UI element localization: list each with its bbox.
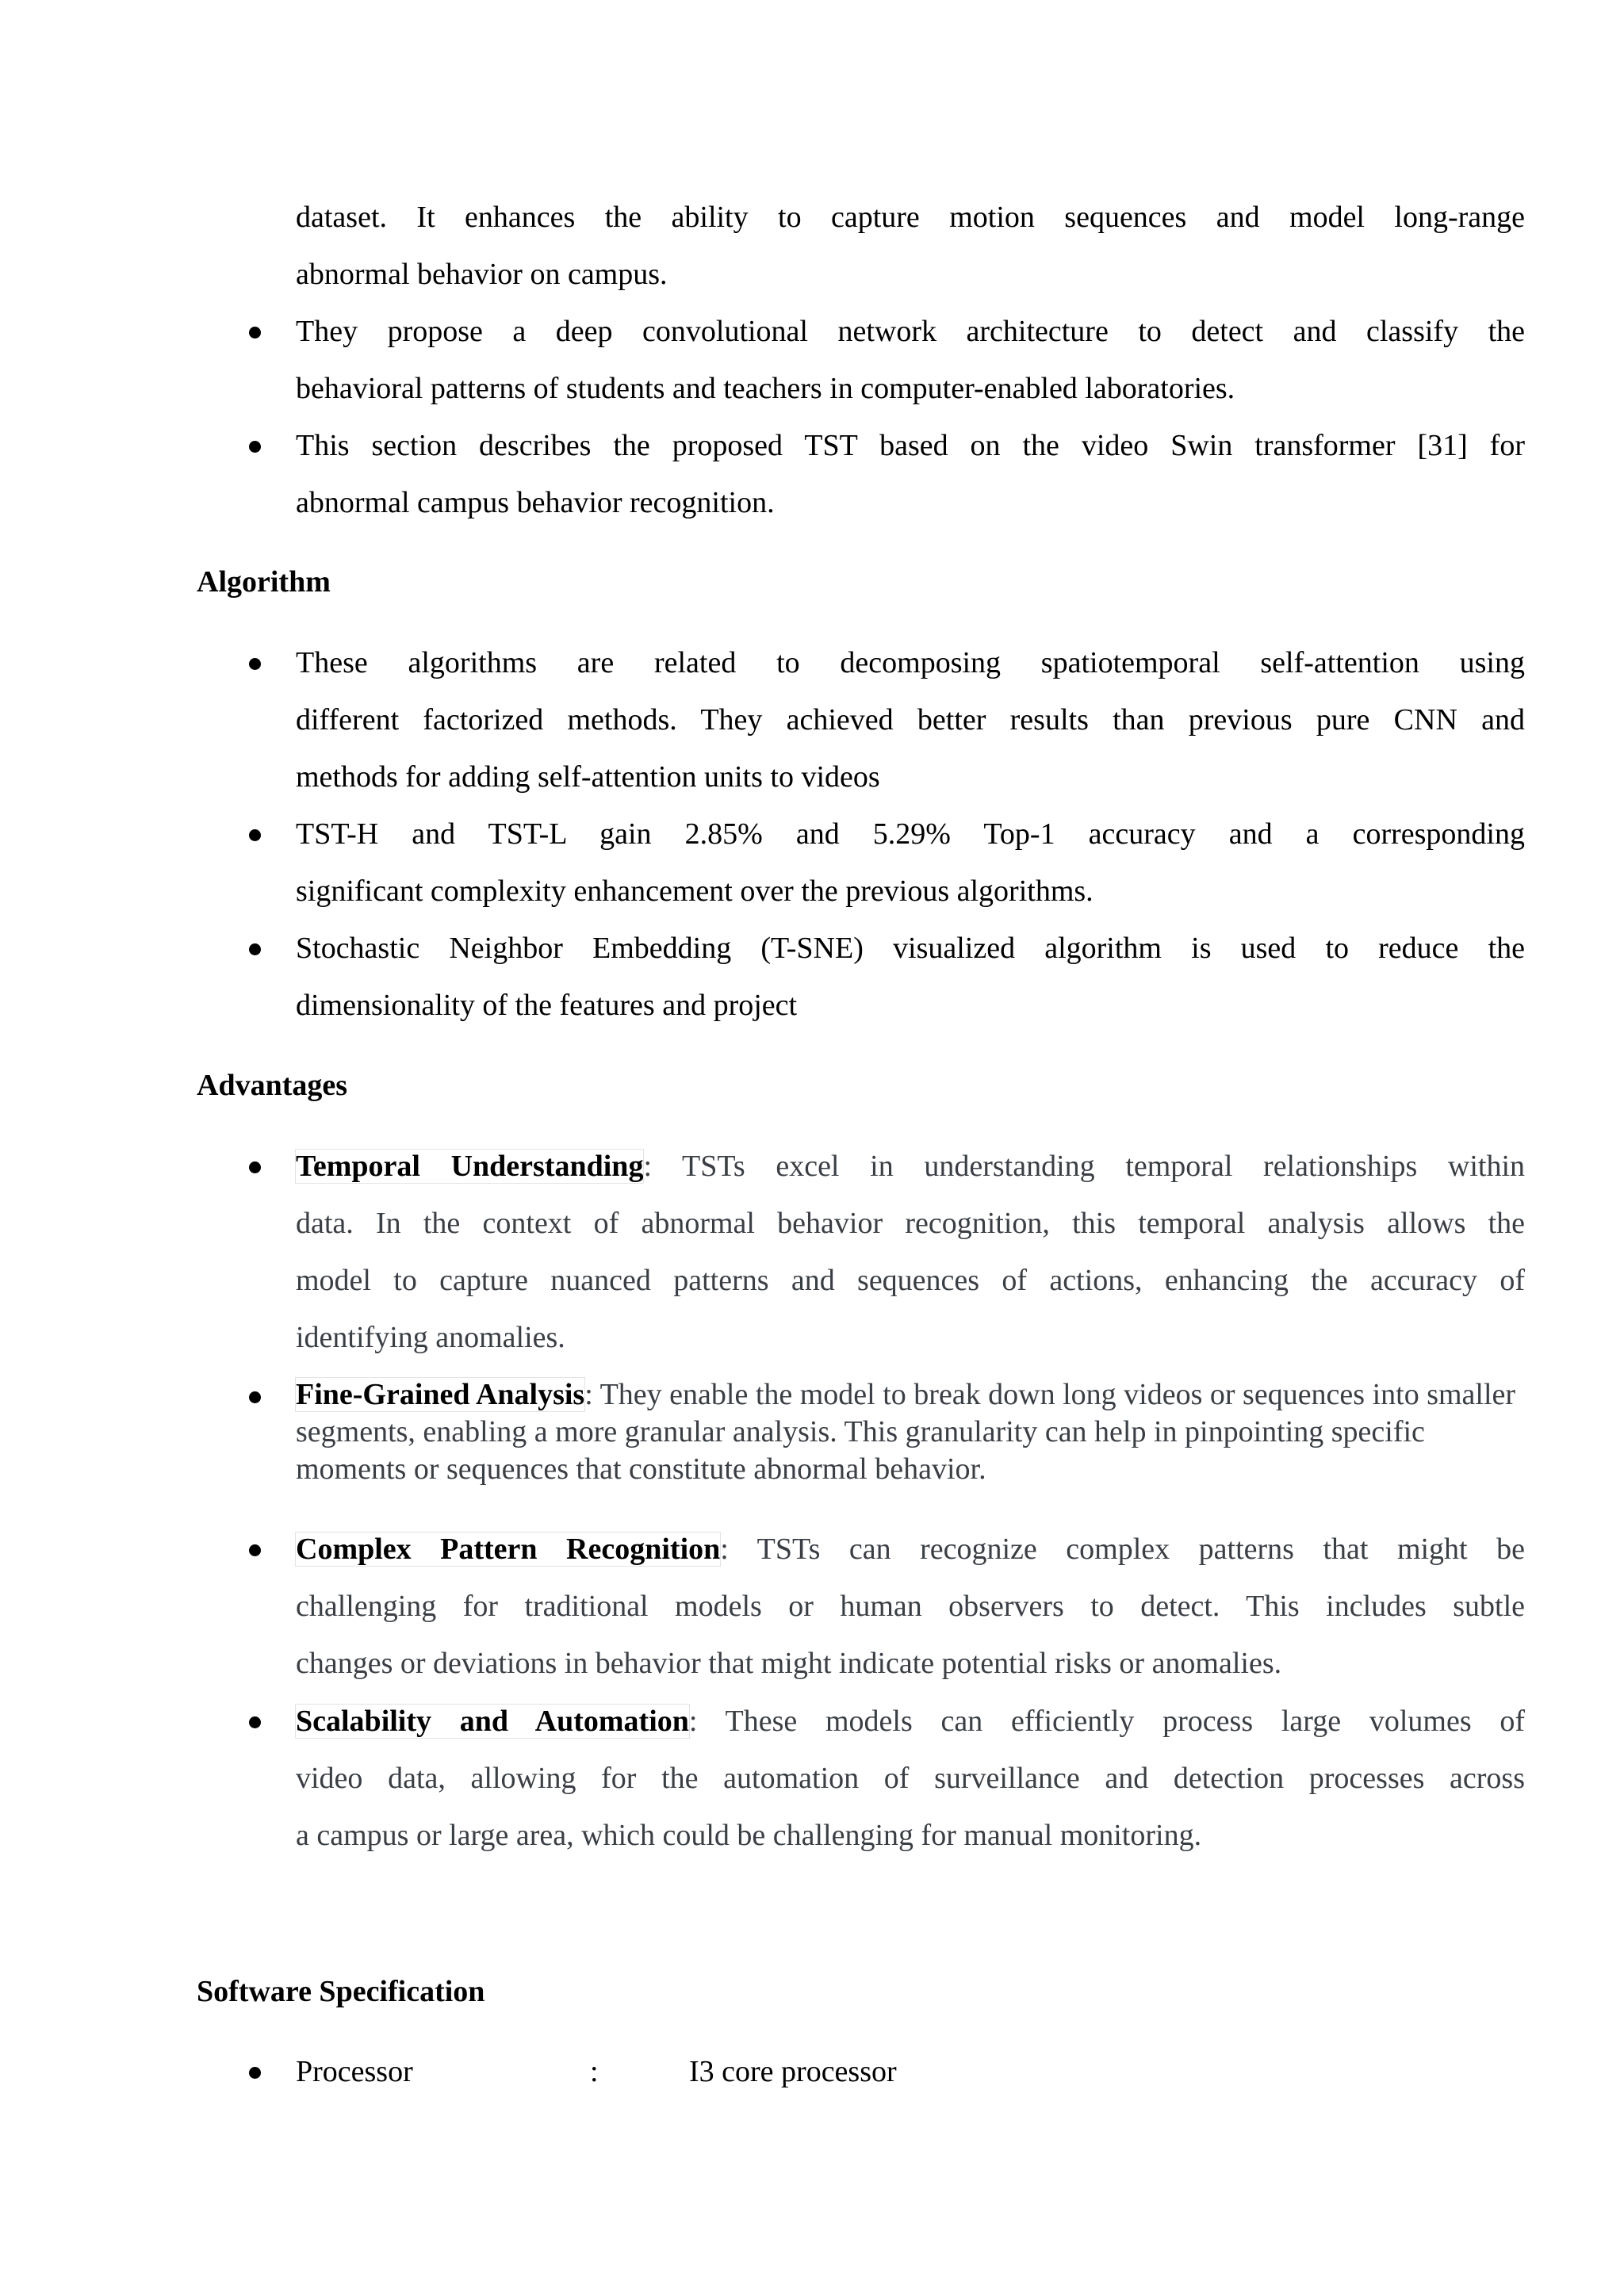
bullet-dot	[246, 1138, 265, 1195]
algorithm-bullet-line: These algorithms are related to decomposing spatiotemporal self-attention using	[296, 646, 1525, 679]
advantage-term: Complex Pattern Recognition	[296, 1533, 721, 1566]
spec-label: Processor	[296, 2055, 413, 2088]
intro-bullet-line: behavioral patterns of students and teachers in computer-enabled laboratories.	[296, 372, 1235, 405]
intro-bullet-line: This section describes the proposed TST based on the video Swin transformer [31] for	[296, 429, 1525, 462]
software-heading: Software Specification	[197, 1975, 485, 2008]
intro-bullet-line: abnormal campus behavior recognition.	[296, 486, 775, 519]
advantage-line: model to capture nuanced patterns and sequences of actions, enhancing the accuracy of	[296, 1264, 1525, 1297]
advantages-heading: Advantages	[197, 1069, 348, 1102]
advantage-term: Temporal Understanding	[296, 1150, 644, 1183]
bullet-dot	[246, 1521, 265, 1578]
bullet-dot	[246, 1368, 265, 1425]
bullet-dot	[246, 920, 265, 977]
bullet-dot	[246, 806, 265, 863]
advantage-line: changes or deviations in behavior that might indicate potential risks or anomalies.	[296, 1647, 1282, 1680]
bullet-dot	[246, 417, 265, 474]
advantage-line	[296, 1138, 1525, 1195]
advantage-text: : These models can efficiently process large volumes of	[688, 1705, 1526, 1738]
advantage-text: : They enable the model to break down long videos or sequences into smaller segments, enabling a more granular analysis. This granularity can help in pinpointing specific moments or sequences that constitute abnormal behavior.	[296, 1378, 1516, 1486]
intro-bullet-line: They propose a deep convolutional network architecture to detect and classify the	[296, 315, 1525, 348]
spec-separator: :	[590, 2055, 599, 2088]
algorithm-bullet-line: dimensionality of the features and project	[296, 989, 798, 1022]
advantage-line	[296, 1521, 1525, 1578]
algorithm-heading: Algorithm	[197, 565, 331, 599]
algorithm-bullet-line: methods for adding self-attention units to videos	[296, 760, 880, 794]
algorithm-bullet-line: different factorized methods. They achieved better results than previous pure CNN and	[296, 703, 1525, 737]
advantage-text: : TSTs excel in understanding temporal relationships within	[643, 1150, 1526, 1183]
advantage-line	[296, 1693, 1525, 1750]
intro-line: abnormal behavior on campus.	[296, 258, 668, 291]
algorithm-bullet-line: TST-H and TST-L gain 2.85% and 5.29% Top-1 accuracy and a corresponding	[296, 817, 1525, 851]
bullet-dot	[246, 303, 265, 360]
bullet-dot	[246, 634, 265, 691]
intro-line: dataset. It enhances the ability to capture motion sequences and model long-range	[296, 201, 1525, 234]
advantage-line: a campus or large area, which could be challenging for manual monitoring.	[296, 1819, 1202, 1852]
advantage-line: identifying anomalies.	[296, 1321, 565, 1354]
advantage-term: Scalability and Automation	[296, 1705, 689, 1738]
bullet-dot	[246, 2043, 265, 2100]
advantage-term: Fine-Grained Analysis	[296, 1378, 585, 1411]
advantage-text: : TSTs can recognize complex patterns that might be	[720, 1533, 1525, 1566]
advantage-line: data. In the context of abnormal behavior recognition, this temporal analysis allows the	[296, 1207, 1525, 1240]
advantage-paragraph	[296, 1376, 1533, 1488]
advantage-line: video data, allowing for the automation of surveillance and detection processes across	[296, 1762, 1525, 1795]
algorithm-bullet-line: Stochastic Neighbor Embedding (T-SNE) visualized algorithm is used to reduce the	[296, 932, 1525, 965]
algorithm-bullet-line: significant complexity enhancement over the previous algorithms.	[296, 874, 1094, 908]
spec-value: I3 core processor	[689, 2055, 897, 2088]
advantage-line: challenging for traditional models or human observers to detect. This includes subtle	[296, 1590, 1525, 1623]
bullet-dot	[246, 1693, 265, 1750]
